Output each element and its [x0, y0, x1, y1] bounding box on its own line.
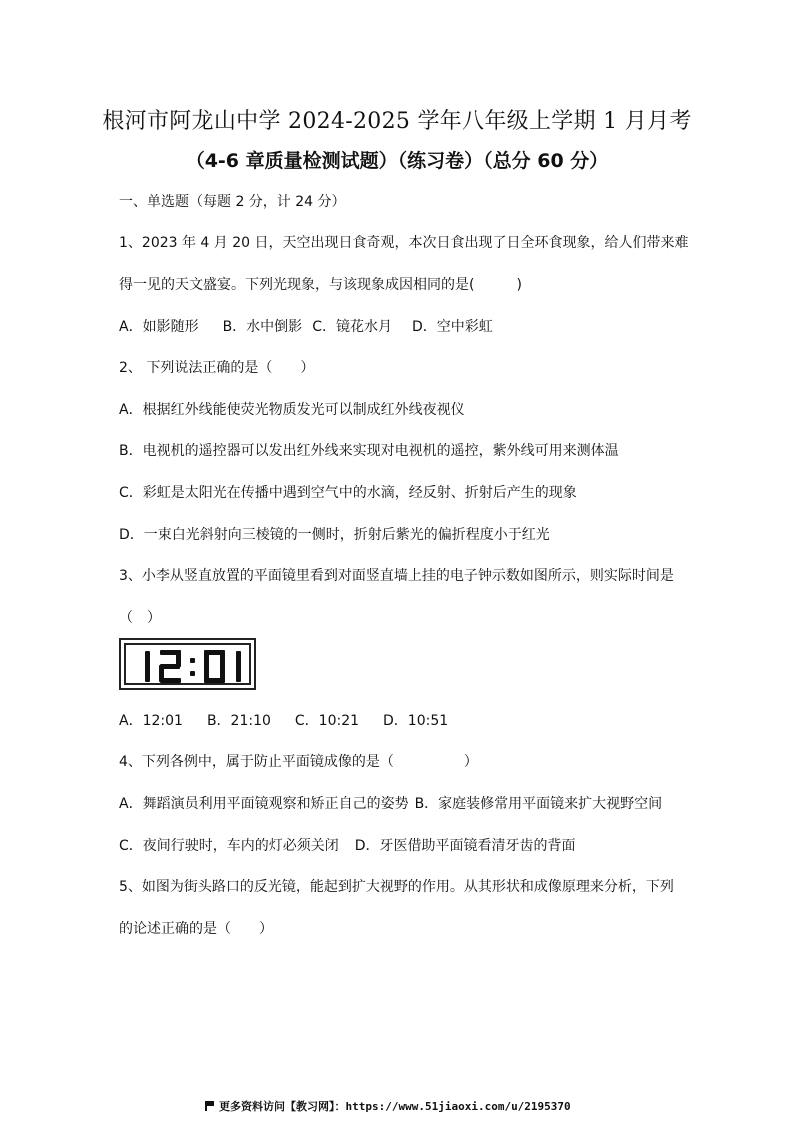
section-heading: 一、单选题（每题 2 分，计 24 分） — [119, 194, 346, 210]
digit-0-seg-bottom — [205, 678, 224, 683]
flag-icon — [205, 1101, 214, 1111]
digit-1-seg — [145, 651, 150, 682]
q2-option-c[interactable]: C．彩虹是太阳光在传播中遇到空气中的水滴，经反射、折射后产生的现象 — [119, 485, 577, 501]
exam-subtitle: （4-6 章质量检测试题）（练习卷）（总分 60 分） — [185, 150, 609, 172]
footer-link[interactable] — [205, 1098, 571, 1114]
digit-2-seg-bottom — [160, 678, 181, 683]
q2-stem: 2、 下列说法正确的是（ ） — [119, 360, 315, 376]
q3-option-c[interactable]: C．10:21 — [294, 713, 360, 729]
q3-option-d[interactable]: D．10:51 — [383, 713, 449, 729]
q4-option-b[interactable]: B．家庭装修常用平面镜来扩大视野空间 — [414, 796, 663, 812]
q4-option-a[interactable]: A．舞蹈演员利用平面镜观察和矫正自己的姿势 — [119, 796, 409, 812]
q1-option-c[interactable]: C．镜花水月 — [312, 319, 392, 335]
q4-option-c[interactable]: C．夜间行驶时，车内的灯必须关闭 — [119, 838, 339, 854]
clock-digits — [121, 640, 258, 692]
q3-stem-line2: （ ） — [119, 610, 161, 626]
colon-dot-top — [190, 658, 195, 663]
q5-stem-line2: 的论述正确的是（ ） — [119, 921, 273, 937]
q1-option-b[interactable]: B．水中倒影 — [222, 319, 303, 335]
q1-option-a[interactable]: A．如影随形 — [119, 319, 199, 335]
q4-stem: 4、下列各例中，属于防止平面镜成像的是（ ） — [119, 754, 478, 770]
digit-1b-seg — [236, 651, 241, 682]
q1-stem-line2: 得一见的天文盛宴。下列光现象，与该现象成因相同的是( ) — [119, 277, 522, 293]
colon-dot-bottom — [190, 671, 195, 676]
q1-option-d[interactable]: D．空中彩虹 — [411, 319, 493, 335]
q2-option-d[interactable]: D．一束白光斜射向三棱镜的一侧时，折射后紫光的偏折程度小于红光 — [119, 527, 550, 543]
q3-stem-line1: 3、小李从竖直放置的平面镜里看到对面竖直墙上挂的电子钟示数如图所示，则实际时间是 — [119, 568, 674, 584]
digital-clock-figure — [119, 638, 256, 690]
q4-options-row1 — [119, 795, 662, 813]
q2-option-a[interactable]: A．根据红外线能使荧光物质发光可以制成红外线夜视仪 — [119, 402, 465, 418]
q3-option-a[interactable]: A．12:01 — [119, 713, 183, 729]
q4-option-d[interactable]: D．牙医借助平面镜看清牙齿的背面 — [354, 838, 576, 854]
q3-option-b[interactable]: B．21:10 — [206, 713, 271, 729]
footer-text: 更多资料访问【教习网】：https://www.51jiaoxi.com/u/2195370 — [219, 1100, 571, 1113]
q2-option-b[interactable]: B．电视机的遥控器可以发出红外线来实现对电视机的遥控，紫外线可用来测体温 — [119, 443, 619, 459]
q1-options — [119, 318, 493, 336]
q3-options — [119, 712, 448, 730]
exam-title: 根河市阿龙山中学 2024-2025 学年八年级上学期 1 月月考 — [102, 109, 692, 134]
q1-stem-line1: 1、2023 年 4 月 20 日，天空出现日食奇观，本次日食出现了日全环食现象，给人们带来难 — [119, 235, 689, 251]
q4-options-row2 — [119, 837, 576, 855]
q5-stem-line1: 5、如图为街头路口的反光镜，能起到扩大视野的作用。从其形状和成像原理来分析，下列 — [119, 879, 674, 895]
